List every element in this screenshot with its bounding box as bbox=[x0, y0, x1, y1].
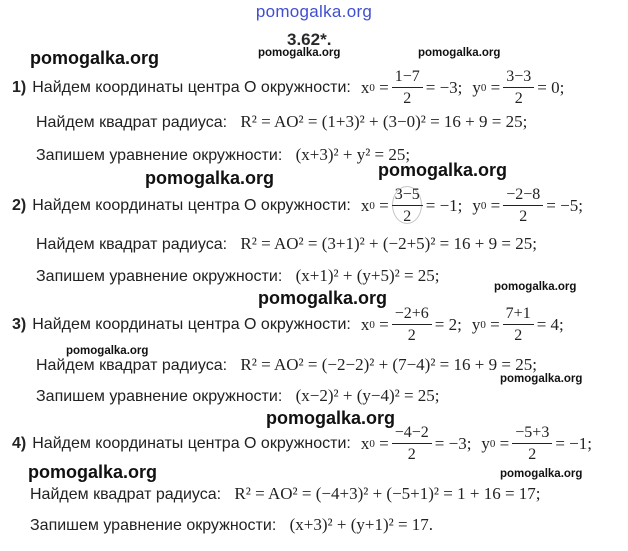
p1-radius-eq: R² = AO² = (1+3)² + (3−0)² = 16 + 9 = 25; bbox=[240, 112, 528, 131]
p3-x0-result: = 2; bbox=[434, 315, 462, 334]
watermark-9: pomogalka.org bbox=[500, 373, 583, 385]
watermark-3: pomogalka.org bbox=[418, 47, 501, 59]
p3-radius-line bbox=[36, 355, 537, 375]
p3-y0-sub: 0 bbox=[480, 319, 486, 331]
watermark-6: pomogalka.org bbox=[494, 281, 577, 293]
p2-equation-line bbox=[36, 266, 440, 286]
p3-radius-eq: R² = AO² = (−2−2)² + (7−4)² = 16 + 9 = 25; bbox=[240, 355, 537, 374]
p2-number: 2) bbox=[12, 197, 27, 214]
p4-x0-den: 2 bbox=[407, 446, 416, 463]
p1-equation-text: Запишем уравнение окружности: bbox=[36, 147, 283, 164]
p4-x0-formula: x 0 = $\frac{-4-2}{2}$ = −3; bbox=[360, 424, 472, 463]
watermark-1: pomogalka.org bbox=[30, 48, 160, 68]
p4-center-text: Найдем координаты центра O окружности: bbox=[32, 435, 351, 452]
p1-x0-sub: 0 bbox=[369, 82, 375, 94]
p2-x0-num: 3−5 bbox=[392, 187, 423, 206]
p4-y0-sub: 0 bbox=[489, 438, 496, 450]
watermark-7: pomogalka.org bbox=[258, 288, 388, 308]
p3-number: 3) bbox=[12, 316, 27, 333]
p4-radius-line bbox=[30, 484, 541, 504]
p1-x0-result: = −3; bbox=[425, 78, 463, 97]
watermark-top: pomogalka.org bbox=[255, 2, 373, 21]
p3-x0-den: 2 bbox=[407, 327, 416, 344]
p2-x0-sub: 0 bbox=[369, 200, 375, 212]
p2-y0-num: −2−8 bbox=[503, 187, 543, 206]
p4-y0-den: 2 bbox=[528, 446, 537, 463]
p2-x0-result: = −1; bbox=[425, 196, 463, 215]
p2-equation: (x+1)² + (y+5)² = 25; bbox=[295, 266, 440, 285]
p2-y0-result: = −5; bbox=[546, 196, 583, 215]
p4-radius-eq: R² = AO² = (−4+3)² + (−5+1)² = 1 + 16 = 17; bbox=[234, 484, 541, 503]
p4-equation: (x+3)² + (y+1)² = 17. bbox=[289, 515, 434, 534]
p2-y0-den: 2 bbox=[519, 208, 528, 225]
p1-radius-line bbox=[36, 112, 527, 132]
p1-center-line bbox=[12, 68, 564, 108]
p2-x0-lhs: x bbox=[360, 196, 370, 215]
p4-radius-text: Найдем квадрат радиуса: bbox=[30, 486, 222, 503]
watermark-11: pomogalka.org bbox=[28, 462, 158, 482]
p1-x0-lhs: x bbox=[360, 78, 370, 97]
p4-center-line bbox=[12, 424, 592, 464]
p1-y0-formula: y 0 = $\frac{3-3}{2}$ = 0; bbox=[472, 68, 565, 107]
p2-y0-formula: y 0 = $\frac{-2-8}{2}$ = −5; bbox=[472, 186, 583, 225]
p2-radius-text: Найдем квадрат радиуса: bbox=[36, 236, 228, 253]
p1-y0-lhs: y bbox=[472, 78, 481, 97]
p2-center-text: Найдем координаты центра O окружности: bbox=[32, 197, 351, 214]
p2-equation-text: Запишем уравнение окружности: bbox=[36, 268, 283, 285]
p2-x0-formula: x 0 = $\frac{3-5}{2}$ = −1; bbox=[360, 186, 463, 225]
p4-x0-lhs: x bbox=[360, 434, 370, 453]
p1-y0-den: 2 bbox=[514, 90, 523, 107]
p1-x0-num: 1−7 bbox=[392, 69, 423, 88]
p2-x0-den: 2 bbox=[403, 208, 412, 225]
p3-x0-lhs: x bbox=[360, 315, 370, 334]
watermark-4: pomogalka.org bbox=[145, 168, 275, 188]
p3-x0-sub: 0 bbox=[369, 319, 375, 331]
p2-radius-eq: R² = AO² = (3+1)² + (−2+5)² = 16 + 9 = 25; bbox=[240, 234, 537, 253]
p2-center-line bbox=[12, 186, 583, 226]
p3-equation-text: Запишем уравнение окружности: bbox=[36, 388, 283, 405]
p1-y0-result: = 0; bbox=[537, 78, 565, 97]
p2-y0-sub: 0 bbox=[480, 200, 487, 212]
p4-y0-result: = −1; bbox=[555, 434, 592, 453]
p2-radius-line bbox=[36, 234, 537, 254]
p3-x0-formula: x 0 = $\frac{-2+6}{2}$ = 2; bbox=[360, 305, 462, 344]
scribble-mark bbox=[392, 186, 422, 224]
problem-title: 3.62*. bbox=[287, 30, 332, 49]
p1-equation: (x+3)² + y² = 25; bbox=[295, 145, 411, 164]
watermark-5: pomogalka.org bbox=[378, 160, 508, 180]
p3-y0-formula: y 0 = $\frac{7+1}{2}$ = 4; bbox=[471, 305, 564, 344]
p1-center-text: Найдем координаты центра O окружности: bbox=[32, 79, 351, 96]
p1-y0-sub: 0 bbox=[480, 82, 487, 94]
p1-radius-text: Найдем квадрат радиуса: bbox=[36, 114, 228, 131]
p4-x0-result: = −3; bbox=[434, 434, 472, 453]
watermark-8: pomogalka.org bbox=[66, 345, 149, 357]
p4-number: 4) bbox=[12, 435, 27, 452]
p4-y0-num: −5+3 bbox=[512, 425, 552, 444]
p1-y0-num: 3−3 bbox=[503, 69, 534, 88]
p3-center-line bbox=[12, 305, 564, 345]
p1-x0-formula: x 0 = $\frac{1-7}{2}$ = −3; bbox=[360, 68, 463, 107]
p3-y0-den: 2 bbox=[514, 327, 523, 344]
p4-y0-formula: y 0 = $\frac{-5+3}{2}$ = −1; bbox=[481, 424, 592, 463]
p3-y0-result: = 4; bbox=[536, 315, 564, 334]
p1-equation-line bbox=[36, 145, 410, 165]
watermark-12: pomogalka.org bbox=[500, 468, 583, 480]
p3-y0-lhs: y bbox=[471, 315, 481, 334]
p3-x0-num: −2+6 bbox=[392, 306, 432, 325]
p1-x0-den: 2 bbox=[403, 90, 412, 107]
watermark-2: pomogalka.org bbox=[258, 47, 341, 59]
p4-equation-line bbox=[30, 515, 433, 535]
p3-center-text: Найдем координаты центра O окружности: bbox=[32, 316, 351, 333]
p2-y0-lhs: y bbox=[472, 196, 481, 215]
p4-x0-sub: 0 bbox=[369, 438, 375, 450]
p3-radius-text: Найдем квадрат радиуса: bbox=[36, 357, 228, 374]
p3-y0-num: 7+1 bbox=[503, 306, 534, 325]
p4-equation-text: Запишем уравнение окружности: bbox=[30, 517, 277, 534]
watermark-10: pomogalka.org bbox=[266, 408, 396, 428]
p4-y0-lhs: y bbox=[481, 434, 490, 453]
p4-x0-num: −4−2 bbox=[392, 425, 432, 444]
p3-equation: (x−2)² + (y−4)² = 25; bbox=[295, 386, 440, 405]
p1-number: 1) bbox=[12, 79, 27, 96]
p3-equation-line bbox=[36, 386, 440, 406]
